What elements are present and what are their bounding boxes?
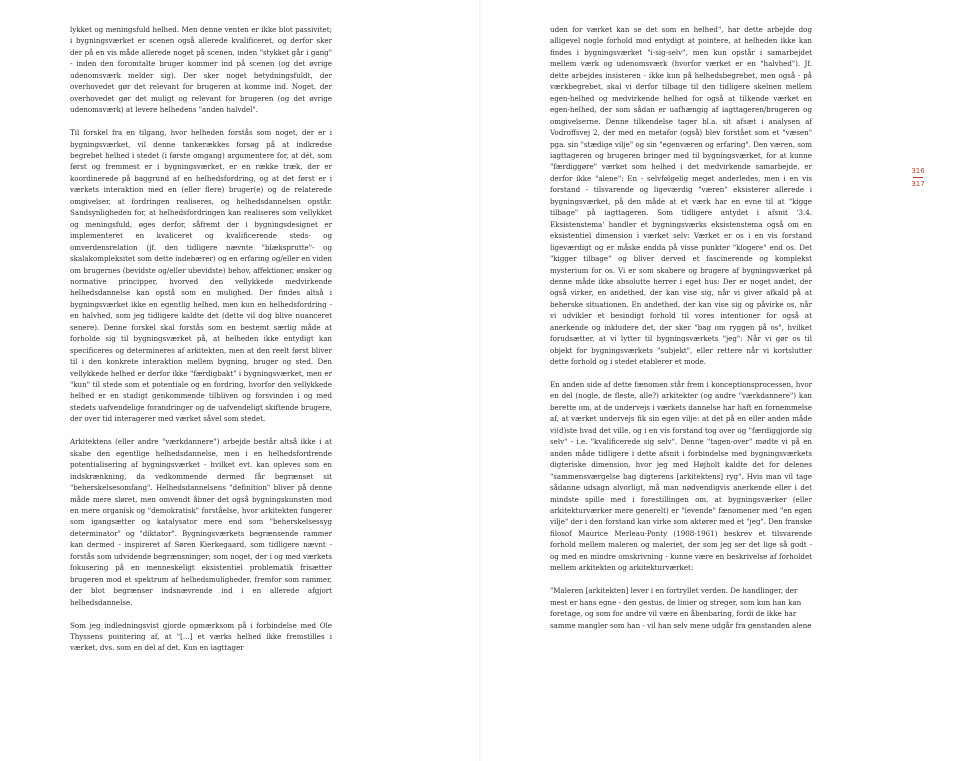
paragraph: Til forskel fra en tilgang, hvor helheden forstås som noget, der er i bygningsværket, vil denne tankerækkes forsøg på at indkredse begrebet helhed i stedet (i første omgang) argumentere for, at dét, som først og fremmest er i bygningsværket, er en række træk, der er koordinerede på baggrund af en helhedsfordring, og at det først er i værkets interaktion med en (eller flere) bruger(e) og de relaterede omgivelser, at fordringen realiseres, og helhedsdannelsen opstår. Sandsynligheden for, at helhedsfordringen kan realiseres som vellykket og meningsfuld, øges derfor, såfremt der i bygningsdesignet er implementeret en kvaliceret og kvalificerende steds- og omverdensrelation (jf. den tidligere nævnte "blæksprutte"- og skalakompleksitet som dette indebærer) og en erfaring og/eller en viden om brugernes (bevidste og/eller ubevidste) behov, affektioner, ønsker og normative principper, hvorved den vellykkede medvirkende helhedsdannelse kan opstå som en mulighed. Der findes altså i bygningsværket ikke en egentlig helhed, men kun en helhedsfordring - en halvhed, som jeg tidligere kaldte det (dette vil dog blive nuanceret senere). Denne forskel skal forstås som en bestemt særlig måde at forholde sig til bygningsværket på, at helheden ikke entydigt kan specificeres og determineres af arkitekten, men at den reelt først bliver til i den konkrete interaktion mellem bygning, bruger og sted. Den vellykkede helhed er derfor ikke "færdigbakt" i bygningsværket, men er "kun" til stede som et potentiale og en fordring, hvorfor den vellykkede helhed er en stadigt genkommende tilbliven og forsvinden i og med stedets uafvendelige forandringer og de uafvendeligt skiftende brugere, der over tid interagerer med værket såvel som stedet. [70, 128, 332, 424]
left-page-text [70, 24, 332, 654]
paragraph: Arkitektens (eller andre "værkdannere") arbejde består altså ikke i at skabe den egentlige helhedsdannelse, men i en helhedsfordrende potentialisering af bygningsværket - hvilket evt. kan opleves som en indskrænkning, da vedkommende dermed får begrænset sit "beherskelsesomfang". Helhedsdannelsens "definition" bliver på denne måde mere sløret, men omvendt åbner det også bygningskunsten mod en mere organisk og "demokratisk" forståelse, hvor arkitekten fungerer som igangsætter og katalysator mere end som "beherskelsessyg determinator" og "diktator". Bygningsværkets begrænsende rammer kan dermed - inspireret af Søren Kierkegaard, som tidligere nævnt - forstås som udvidende begrænsninger; som noget, der i og med værkets fokusering på en menneskeligt eksistentiel problematik frisætter brugeren mod et spektrum af helhedsmuligheder, fremfor som rammer, der blot begrænser indsnævrende ind i en allerede afgjort helhedsdannelse. [70, 437, 332, 607]
gutter [479, 0, 481, 761]
paragraph: Som jeg indledningsvist gjorde opmærksom på i forbindelse med Ole Thyssens pointering af, at "[...] et værks helhed ikke fremstilles i værket, dvs. som en del af det. Kun en iagttager [70, 620, 332, 653]
right-page-text [550, 24, 812, 631]
paragraph: uden for værket kan se det som en helhed", har dette arbejde dog alligevel nogle forhold mod entydigt at pointere, at helheden ikke kan findes i bygningsværket "i-sig-selv", men kun opstår i samarbejdet mellem værk og udenomsværk (hvorfor værket er en "halvhed"). Jf. dette arbejdes insisteren - ikke kun på helhedsbegrebet, men også - på værkbegrebet, skal vi derfor tilbage til den tidligere skelnen mellem egen-helhed og medvirkende helhed for også at tilkende værket en egen-helhed, der som sådan er uafhængig af iagttageren/brugeren og omgivelserne. Denne tilkendelse tager bl.a. sit afsæt i analysen af Vodroffsvej 2, der med en metafor (også) blev forstået som et "væsen" pga. sin "stædige vilje" og sin "egenværen og erfaring". Den væren, som iagttageren og brugeren bringer med til bygningsværket, for at kunne "færdiggøre" værket som helhed i det medvirkende samarbejde, er derfor ikke "alene": En - selvfølgelig meget anderledes, men i en vis forstand - tilsvarende og ligeværdig "væren" eksisterer allerede i bygningsværket, på den måde at et værk har en evne til at "kigge tilbage" på iagttageren. Som tidligere antydet i afsnit '3.4. Eksistenstema' handler et bygningsværks eksistenstema også om en eksistentiel dimension i værket selv: Værket er os i en vis forstand ligeværdigt og er måske endda på visse punkter "klogere" end os. Det "kigger tilbage" og bliver derved et fascinerende og komplekst mysterium for os. Vi er som skabere og brugere af bygningsværket på denne måde ikke absolutte herrer i eget hus: Der er noget andet, der også virker, en andethed, der kan vise sig, når vi giver afkald på at beherske situationen. En andethed, der kan vise sig og påvirke os, når vi udvikler et besindigt forhold til vores intentioner for også at anerkende og inkludere det, der sker "bag om ryggen på os", hvilket forudsætter, at vi lytter til bygningsværkets "jeg": Når vi gør os til objekt for bygningsværkets "subjekt", eller rettere når vi kortslutter dette forhold og i stedet etablerer et mode. [550, 25, 812, 367]
folio-divider [913, 177, 923, 178]
page-numbers [906, 166, 930, 189]
paragraph: En anden side af dette fænomen står frem i konceptionsprocessen, hvor en del (nogle, de fleste, alle?) arkitekter (og andre "værkdannere") kan berette om, at de undervejs i værkets dannelse har haft en fornemmelse af, at værket undervejs fik sin egen vilje: at det på en eller anden måde vi(d)ste hvad det ville, og i en vis forstand tog over og "færdiggjorde sig selv" - i.e. "kvalificerede sig selv". Denne "tagen-over" mødte vi på en anden måde tidligere i dette afsnit i forbindelse med bygningsværkets digteriske dimension, hvor jeg med Højholt kaldte det for delenes "sammensværgelse bag digterens [arkitektens] ryg". Hvis man vil tage sådanne udsagn alvorligt, må man nødvendigvis anerkende eller i det mindste spille med i forestillingen om, at bygningsværker (eller arkitekturværker mere generelt) er "levende" fænomener med "en egen vilje" der i den forstand kan virke som aktører med et "jeg". Den franske filosof Maurice Merleau-Ponty (1908-1961) beskrev et tilsvarende forhold mellem maleren og maleriet, der som jeg ser det lige så godt - og med en mindre omskrivning - kunne være en beskrivelse af forholdet mellem arkitekten og arkitekturværket: [550, 380, 812, 573]
right-page-number: 317 [911, 180, 925, 188]
block-quote: "Maleren [arkitekten] lever i en fortryllet verden. De handlinger, der mest er hans egne - den gestus, de linier og streger, som kun han kan foretage, og som for andre vil være en åbenbaring, fordi de ikke har samme mangler som han - vil han selv mene udgår fra genstanden alene [550, 586, 812, 630]
left-page-number: 316 [911, 167, 925, 175]
paragraph: lykket og meningsfuld helhed. Men denne venten er ikke blot passivitet; i bygningsværket er scenen også allerede kvalificeret, og derfor sker der på en vis måde allerede noget på scenen, inden "stykket går i gang" - inden den foromtalte bruger kommer ind på scenen (og det øvrige udenomsværk melder sig). Der sker noget betydningsfuldt, der overhovedet gør det relevant for brugeren at komme ind. Noget, der overhovedet gør det muligt og relevant for brugeren (og det øvrige udenomsværk) at levere helhedens "anden halvdel". [70, 25, 332, 115]
